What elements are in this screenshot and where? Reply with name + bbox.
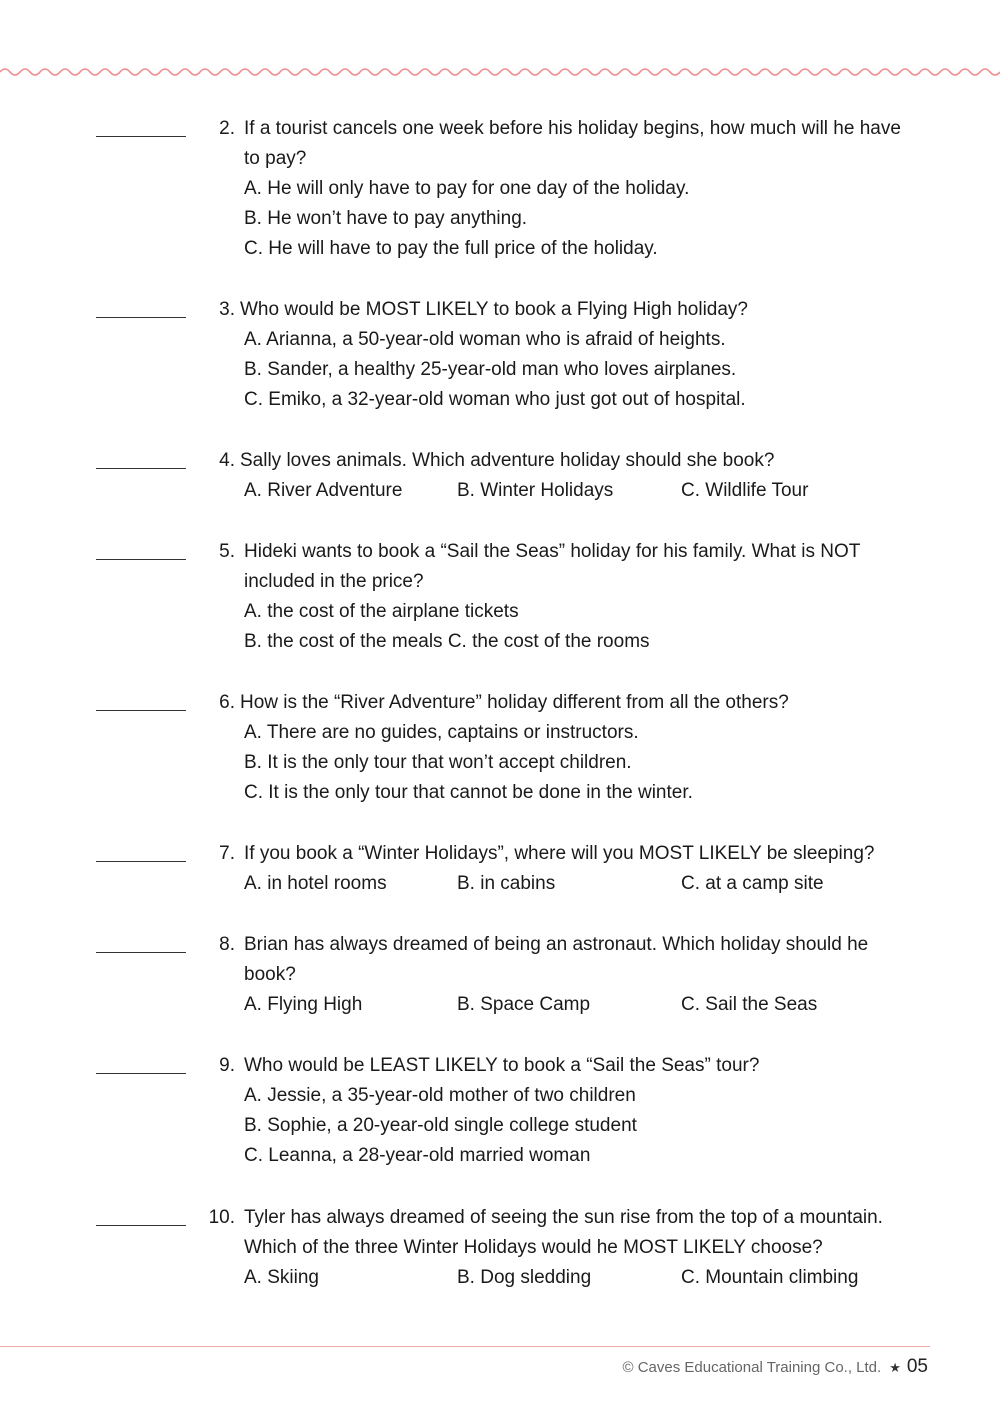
option-c: C. Emiko, a 32-year-old woman who just got out of hospital. [244, 389, 746, 410]
answer-blank[interactable] [96, 861, 186, 862]
question-number: 3. [219, 299, 235, 320]
answer-blank[interactable] [96, 559, 186, 560]
option-a: A. River Adventure [244, 480, 403, 501]
option-b: B. Sander, a healthy 25-year-old man who loves airplanes. [244, 359, 737, 380]
copyright-text: © Caves Educational Training Co., Ltd. [622, 1359, 882, 1376]
answer-blank[interactable] [96, 136, 186, 137]
option-a: A. He will only have to pay for one day of the holiday. [244, 178, 690, 199]
question-stem: Brian has always dreamed of being an astronaut. Which holiday should he [244, 934, 869, 955]
option-b-c: B. the cost of the meals C. the cost of the rooms [244, 631, 650, 652]
question-stem: Who would be LEAST LIKELY to book a “Sail the Seas” tour? [244, 1055, 760, 1076]
question-stem: How is the “River Adventure” holiday different from all the others? [240, 692, 789, 713]
option-b: B. Winter Holidays [457, 480, 614, 501]
question-stem: Hideki wants to book a “Sail the Seas” holiday for his family. What is NOT [244, 541, 861, 562]
option-a: A. Flying High [244, 994, 363, 1015]
question-stem: If a tourist cancels one week before his holiday begins, how much will he have [244, 118, 901, 139]
option-a: A. in hotel rooms [244, 873, 387, 894]
option-a: A. Skiing [244, 1267, 319, 1288]
footer-divider [0, 1346, 930, 1347]
question-number: 5. [219, 541, 235, 562]
option-c: C. Sail the Seas [681, 994, 818, 1015]
answer-blank[interactable] [96, 1225, 186, 1226]
question-number: 9. [219, 1055, 235, 1076]
question-number: 7. [219, 843, 235, 864]
option-a: A. There are no guides, captains or instructors. [244, 722, 639, 743]
option-a: A. Arianna, a 50-year-old woman who is afraid of heights. [244, 329, 726, 350]
answer-blank[interactable] [96, 468, 186, 469]
answer-blank[interactable] [96, 317, 186, 318]
question-stem: Tyler has always dreamed of seeing the sun rise from the top of a mountain. [244, 1207, 883, 1228]
option-a: A. Jessie, a 35-year-old mother of two children [244, 1085, 636, 1106]
option-b: B. Sophie, a 20-year-old single college student [244, 1115, 637, 1136]
answer-blank[interactable] [96, 1073, 186, 1074]
option-c: C. Leanna, a 28-year-old married woman [244, 1145, 591, 1166]
question-number: 10. [208, 1207, 235, 1228]
option-c: C. at a camp site [681, 873, 824, 894]
option-a: A. the cost of the airplane tickets [244, 601, 519, 622]
option-b: B. Dog sledding [457, 1267, 592, 1288]
question-stem: Who would be MOST LIKELY to book a Flying High holiday? [240, 299, 748, 320]
page-footer [623, 1356, 929, 1378]
option-b: B. He won’t have to pay anything. [244, 208, 528, 229]
answer-blank[interactable] [96, 710, 186, 711]
option-b: B. It is the only tour that won’t accept children. [244, 752, 632, 773]
star-icon: ★ [889, 1360, 901, 1375]
question-stem: Sally loves animals. Which adventure holiday should she book? [240, 450, 775, 471]
question-stem: to pay? [244, 148, 307, 169]
wavy-top-border [0, 64, 1000, 80]
option-c: C. He will have to pay the full price of the holiday. [244, 238, 658, 259]
question-number: 2. [219, 118, 235, 139]
question-stem: If you book a “Winter Holidays”, where will you MOST LIKELY be sleeping? [244, 843, 875, 864]
option-c: C. Mountain climbing [681, 1267, 859, 1288]
option-c: C. It is the only tour that cannot be done in the winter. [244, 782, 693, 803]
answer-blank[interactable] [96, 952, 186, 953]
question-number: 8. [219, 934, 235, 955]
option-b: B. Space Camp [457, 994, 591, 1015]
question-number: 4. [219, 450, 235, 471]
question-stem: included in the price? [244, 571, 424, 592]
question-number: 6. [219, 692, 235, 713]
page-number: 05 [906, 1356, 928, 1377]
option-b: B. in cabins [457, 873, 556, 894]
question-stem: Which of the three Winter Holidays would he MOST LIKELY choose? [244, 1237, 823, 1258]
question-stem: book? [244, 964, 296, 985]
option-c: C. Wildlife Tour [681, 480, 809, 501]
